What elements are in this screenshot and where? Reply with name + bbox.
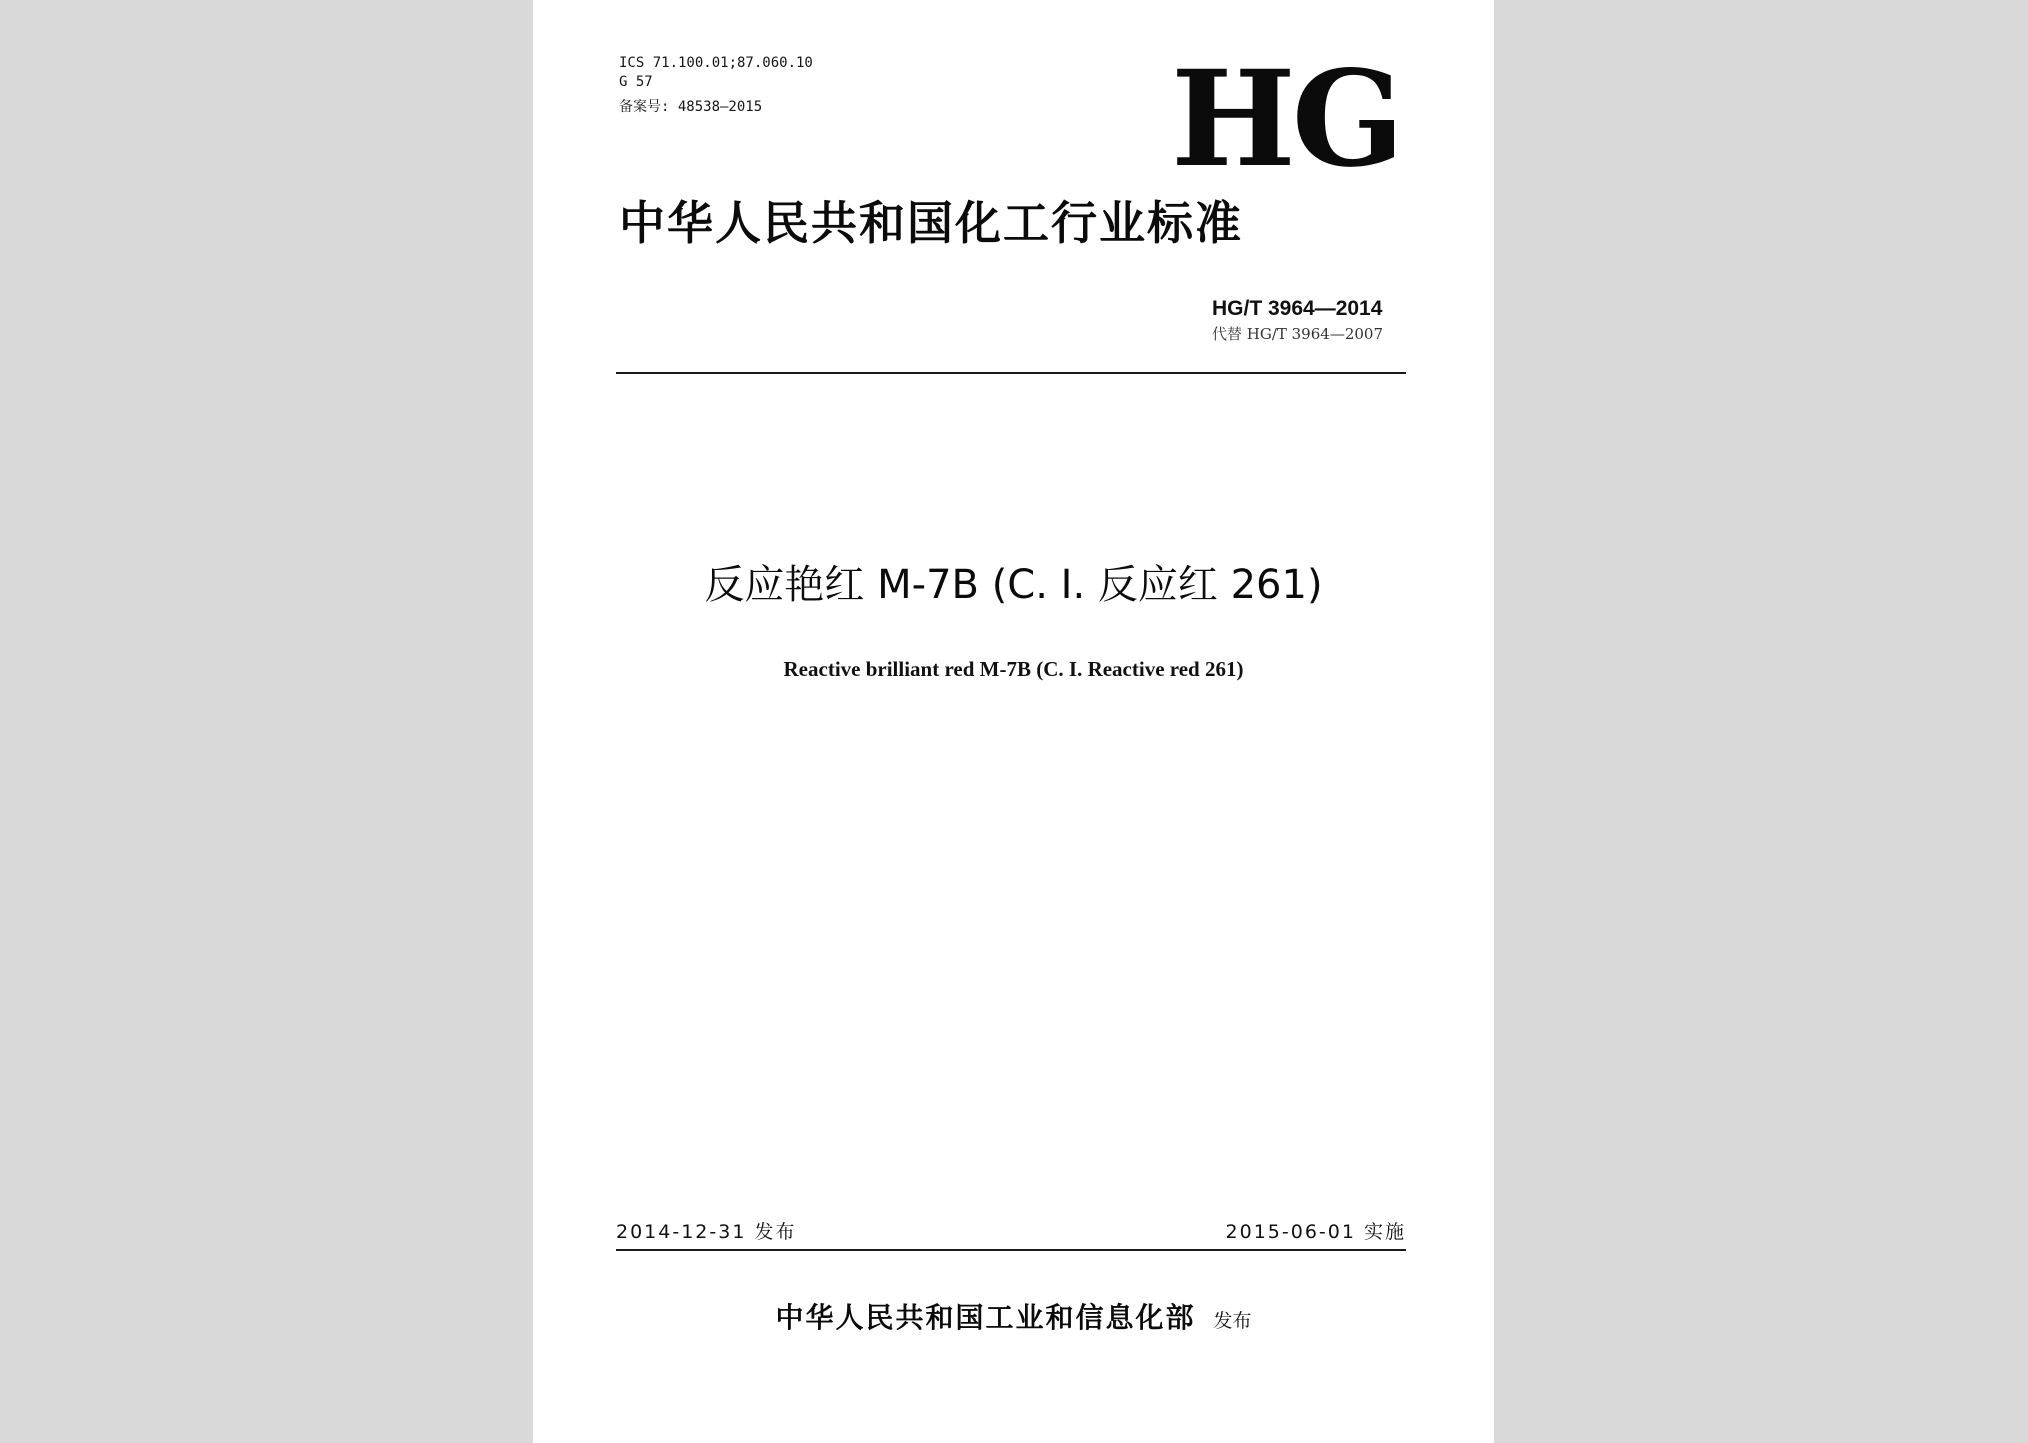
implementation-date: 2015-06-01 实施	[1225, 1221, 1406, 1243]
publisher-line	[533, 1296, 1494, 1336]
classification-block	[619, 54, 813, 117]
filing-number: 备案号: 48538—2015	[619, 99, 763, 115]
publisher-name: 中华人民共和国工业和信息化部	[775, 1301, 1196, 1334]
standard-category-title: 中华人民共和国化工行业标准	[619, 196, 1243, 250]
document-page	[533, 0, 1494, 1443]
ics-code: ICS 71.100.01;87.060.10	[619, 55, 813, 71]
document-title-english: Reactive brilliant red M-7B (C. I. Reactive red 261)	[783, 657, 1244, 681]
bottom-divider	[616, 1249, 1406, 1251]
publisher-suffix: 发布	[1213, 1310, 1252, 1332]
document-title-chinese: 反应艳红 M-7B (C. I. 反应红 261)	[704, 562, 1323, 608]
standard-code-block	[1212, 296, 1383, 346]
ccs-code: G 57	[619, 74, 653, 90]
issue-date: 2014-12-31 发布	[616, 1221, 797, 1243]
replaces-code: 代替 HG/T 3964—2007	[1211, 325, 1383, 343]
hg-logo: HG	[1171, 42, 1401, 197]
standard-code: HG/T 3964—2014	[1211, 297, 1383, 320]
top-divider	[616, 372, 1406, 374]
